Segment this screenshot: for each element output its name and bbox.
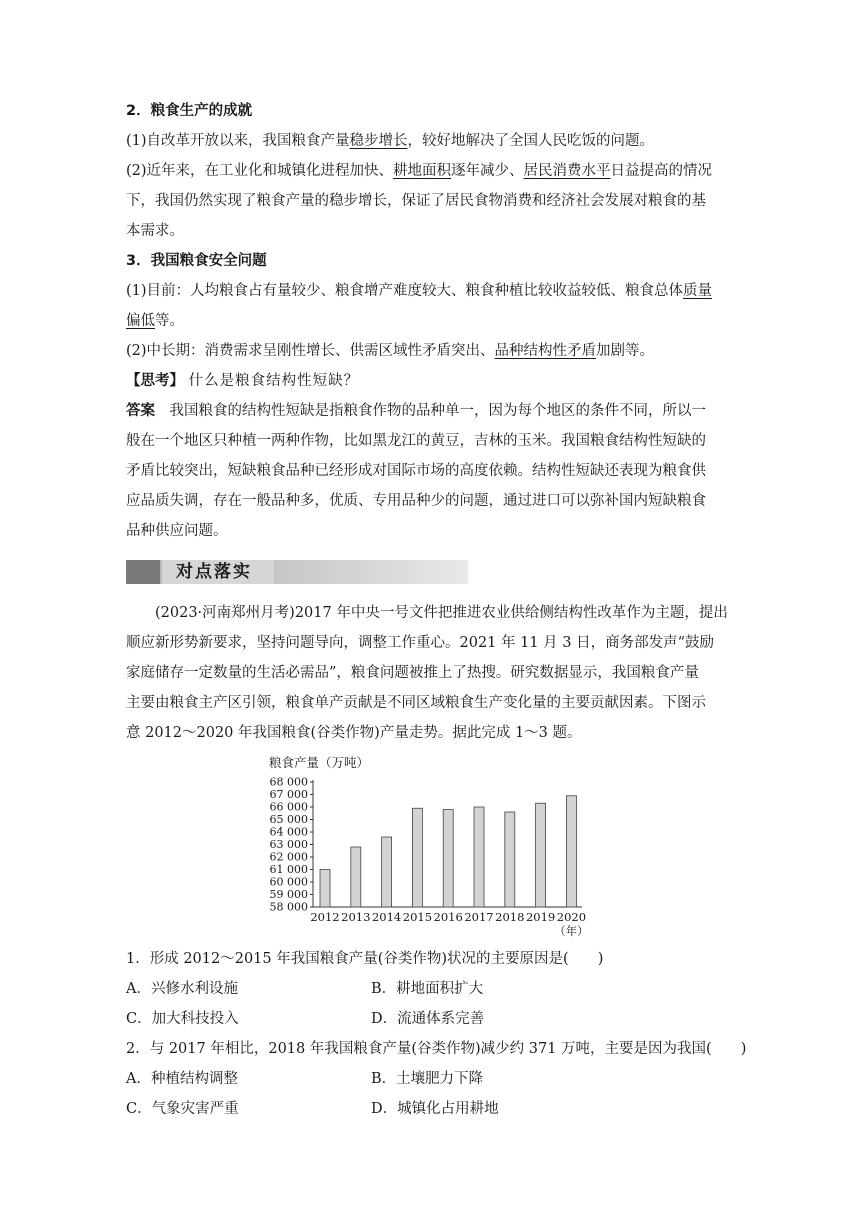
- question-2-stem: 2．与 2017 年相比，2018 年我国粮食产量(谷类作物)减少约 371 万吨，主要是因为我国( ): [126, 1041, 747, 1057]
- y-tick-label: 60 000: [269, 875, 308, 889]
- x-tick-label: 2014: [371, 910, 402, 924]
- paragraph-line: 本需求。: [126, 223, 184, 239]
- text: (1)自改革开放以来，我国粮食产量: [126, 133, 350, 149]
- y-tick-label: 67 000: [269, 788, 308, 801]
- think-question-text: 什么是粮食结构性短缺？: [188, 373, 360, 389]
- text: (2)中长期：消费需求呈刚性增长、供需区域性矛盾突出、: [126, 343, 495, 359]
- section-heading-achievements: 2．粮食生产的成就: [126, 103, 253, 119]
- text: ，较好地解决了全国人民吃饭的问题。: [407, 133, 655, 149]
- y-tick-label: 61 000: [269, 863, 308, 876]
- underlined-keyword: 偏低: [126, 313, 155, 329]
- option-c[interactable]: C．气象灾害严重: [126, 1101, 239, 1117]
- option-c[interactable]: C．加大科技投入: [126, 1011, 239, 1027]
- y-tick-label: 66 000: [269, 800, 308, 814]
- x-tick-label: 2012: [310, 910, 340, 924]
- think-question: [126, 366, 736, 396]
- intro-line: (2023·河南郑州月考)2017 年中央一号文件把推进农业供给侧结构性改革作为主题，提出: [155, 605, 728, 621]
- paragraph-mid-long-term: [126, 336, 736, 366]
- y-axis-label: 粮食产量（万吨）: [269, 755, 370, 770]
- text: (2)近年来，在工业化和城镇化进程加快、: [126, 163, 394, 179]
- bar-2014: [382, 837, 392, 907]
- question-1-stem: 1．形成 2012～2015 年我国粮食产量(谷类作物)状况的主要原因是( ): [126, 951, 604, 967]
- grain-production-chart: [126, 754, 736, 940]
- x-tick-label: 2013: [341, 910, 371, 924]
- underlined-keyword: 稳步增长: [349, 133, 408, 149]
- answer-line: 般在一个地区只种植一两种作物，比如黑龙江的黄豆，吉林的玉米。我国粮食结构性短缺的: [126, 433, 706, 449]
- y-tick-label: 68 000: [269, 775, 308, 789]
- bar-2017: [474, 807, 484, 907]
- option-a[interactable]: A．兴修水利设施: [126, 981, 238, 997]
- question-2-options-row-1: [126, 1064, 736, 1094]
- y-tick-label: 65 000: [269, 813, 308, 826]
- paragraph-line: 下，我国仍然实现了粮食产量的稳步增长，保证了居民食物消费和经济社会发展对粮食的基: [126, 193, 706, 209]
- document-page: [126, 96, 747, 1124]
- option-a[interactable]: A．种植结构调整: [126, 1071, 238, 1087]
- answer-line: 矛盾比较突出，短缺粮食品种已经形成对国际市场的高度依赖。结构性短缺还表现为粮食供: [126, 463, 706, 479]
- text: (1)目前：人均粮食占有量较少、粮食增产难度较大、粮食种植比较收益较低、粮食总体: [126, 283, 684, 299]
- bar-2020: [566, 796, 576, 907]
- y-tick-label: 63 000: [269, 838, 308, 851]
- intro-line: 顺应新形势新要求，坚持问题导向，调整工作重心。2021 年 11 月 3 日，商务部发声“鼓励: [126, 635, 715, 651]
- paragraph-current: [126, 276, 736, 306]
- paragraph-line: [126, 306, 736, 336]
- intro-line: 意 2012～2020 年我国粮食(谷类作物)产量走势。据此完成 1～3 题。: [126, 725, 582, 741]
- paragraph-achievement-1: [126, 126, 736, 156]
- y-tick-label: 59 000: [269, 888, 308, 901]
- text: 等。: [155, 313, 184, 329]
- intro-line: 家庭储存一定数量的生活必需品”，粮食问题被推上了热搜。研究数据显示，我国粮食产量: [126, 665, 699, 681]
- x-tick-label: 2018: [495, 910, 525, 924]
- x-tick-label: 2019: [525, 910, 556, 924]
- option-b[interactable]: B．土壤肥力下降: [371, 1071, 484, 1087]
- think-label: 【思考】: [126, 373, 184, 389]
- question-1-options-row-1: [126, 974, 736, 1004]
- text: 我国粮食的结构性短缺是指粮食作物的品种单一，因为每个地区的条件不同，所以一: [169, 403, 706, 419]
- text: 日益提高的情况: [610, 163, 713, 179]
- x-tick-label: 2020: [556, 910, 587, 924]
- y-tick-label: 64 000: [269, 825, 308, 839]
- y-tick-label: 58 000: [269, 900, 308, 914]
- section-banner-label: 对点落实: [162, 560, 274, 584]
- question-1-options-row-2: [126, 1004, 736, 1034]
- bar-2016: [443, 810, 453, 908]
- paragraph-achievement-2: [126, 156, 736, 186]
- intro-line: 主要由粮食主产区引领，粮食单产贡献是不同区域粮食生产变化量的主要贡献因素。下图示: [126, 695, 706, 711]
- section-heading-food-security: 3．我国粮食安全问题: [126, 253, 267, 269]
- answer-label: 答案: [126, 403, 155, 419]
- section-banner: [126, 560, 468, 584]
- bar-2018: [505, 812, 515, 907]
- x-tick-label: 2016: [433, 910, 463, 924]
- option-d[interactable]: D．流通体系完善: [371, 1011, 485, 1027]
- underlined-keyword: 品种结构性矛盾: [494, 343, 597, 359]
- option-b[interactable]: B．耕地面积扩大: [371, 981, 484, 997]
- option-d[interactable]: D．城镇化占用耕地: [371, 1101, 499, 1117]
- question-2-options-row-2: [126, 1094, 736, 1124]
- underlined-keyword: 耕地面积: [393, 163, 452, 179]
- bar-chart-svg: [126, 754, 736, 940]
- bar-2012: [320, 870, 330, 908]
- underlined-keyword: 质量: [683, 283, 713, 299]
- y-tick-label: 62 000: [269, 850, 308, 864]
- x-axis-label: （年）: [554, 924, 589, 938]
- bar-2015: [412, 808, 422, 907]
- x-tick-label: 2015: [402, 910, 433, 924]
- answer-line: [126, 396, 736, 426]
- text: 逐年减少、: [451, 163, 524, 179]
- answer-line: 应品质失调，存在一般品种多，优质、专用品种少的问题，通过进口可以弥补国内短缺粮食: [126, 493, 706, 509]
- underlined-keyword: 居民消费水平: [523, 163, 611, 179]
- bar-2013: [351, 847, 361, 907]
- text: 加剧等。: [596, 343, 655, 359]
- x-tick-label: 2017: [464, 910, 494, 924]
- answer-line: 品种供应问题。: [126, 523, 228, 539]
- bar-2019: [536, 803, 546, 907]
